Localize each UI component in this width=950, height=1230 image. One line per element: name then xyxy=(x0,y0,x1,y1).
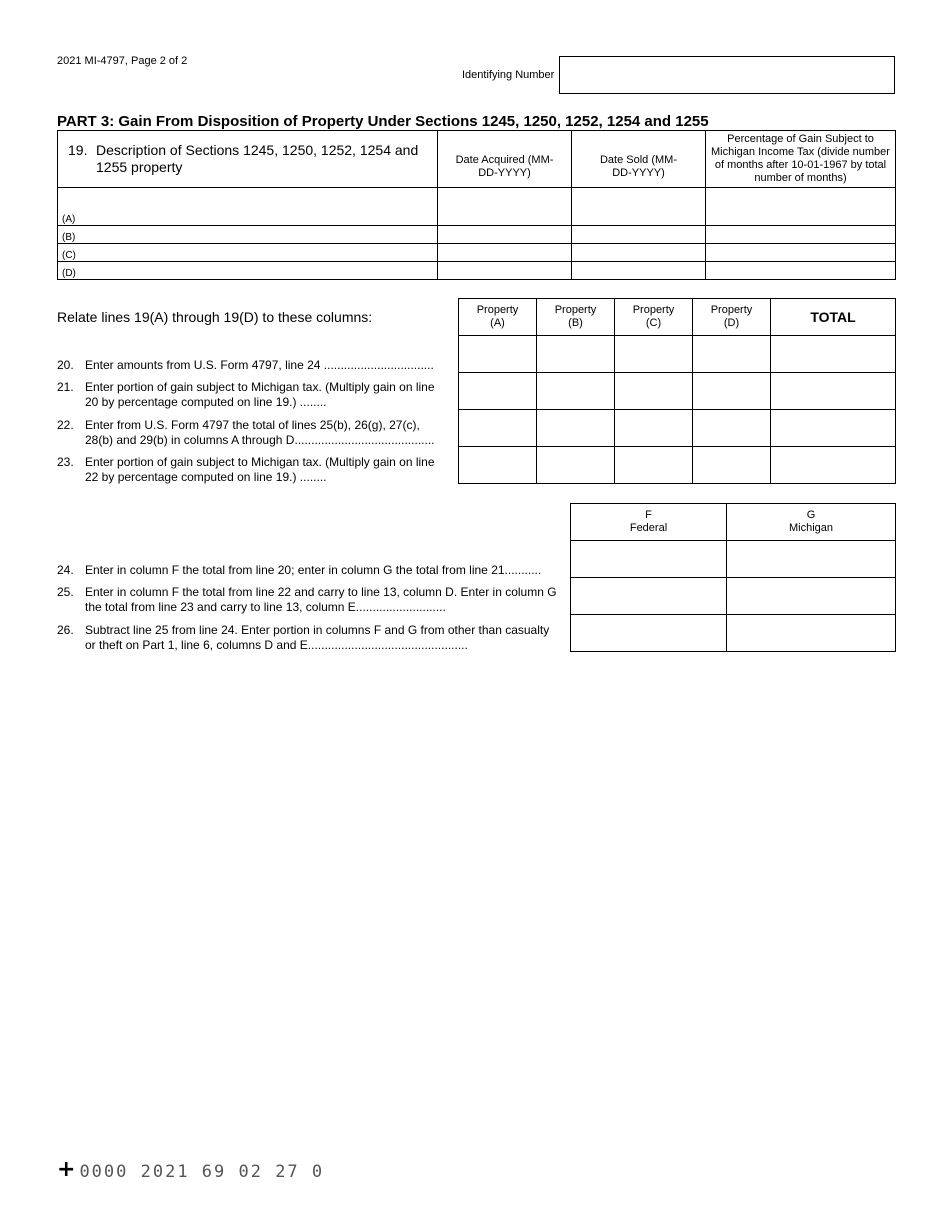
line22-total-field[interactable] xyxy=(771,410,896,447)
date-acquired-b[interactable] xyxy=(438,226,572,244)
date-sold-b[interactable] xyxy=(572,226,706,244)
line19-table xyxy=(57,130,896,280)
line23-total-field[interactable] xyxy=(771,447,896,484)
line23-d-field[interactable] xyxy=(693,447,771,484)
part3-title: PART 3: Gain From Disposition of Property Under Sections 1245, 1250, 1252, 1254 and 1255 xyxy=(57,113,709,130)
column-f-letter: F xyxy=(645,509,652,521)
line25-federal-field[interactable] xyxy=(571,578,727,615)
line24-federal-field[interactable] xyxy=(571,541,727,578)
table-row xyxy=(58,188,896,226)
line21-d-field[interactable] xyxy=(693,373,771,410)
table-row xyxy=(58,226,896,244)
line23-row xyxy=(459,447,896,484)
line26-label: 26. Subtract line 25 from line 24. Enter portion in columns F and G from other than casualty or theft on Part 1, line 6, columns D and E................................................ xyxy=(57,623,550,652)
row-label-c[interactable]: (C) xyxy=(58,244,438,262)
line25-row xyxy=(571,578,896,615)
line25-label: 25. Enter in column F the total from line 22 and carry to line 13, column D. Enter in column G the total from line 23 and carry to line 13, column E........................... xyxy=(57,585,557,614)
line19-description-text: Description of Sections 1245, 1250, 1252, 1254 and 1255 property xyxy=(96,142,419,175)
date-sold-d[interactable] xyxy=(572,262,706,280)
date-sold-a[interactable] xyxy=(572,188,706,226)
line20-label: 20. Enter amounts from U.S. Form 4797, line 24 ................................. xyxy=(57,358,434,372)
line21-b-field[interactable] xyxy=(537,373,615,410)
line23-c-field[interactable] xyxy=(615,447,693,484)
line23-label: 23. Enter portion of gain subject to Michigan tax. (Multiply gain on line 22 by percentage computed on line 19.) ........ xyxy=(57,455,435,484)
line21-row xyxy=(459,373,896,410)
line22-row xyxy=(459,410,896,447)
form-barcode-number xyxy=(57,1157,324,1182)
percentage-c[interactable] xyxy=(706,244,896,262)
line22-d-field[interactable] xyxy=(693,410,771,447)
percentage-header: Percentage of Gain Subject to Michigan Income Tax (divide number of months after 10-01-1967 by total number of months) xyxy=(706,131,896,188)
date-acquired-d[interactable] xyxy=(438,262,572,280)
line21-total-field[interactable] xyxy=(771,373,896,410)
line22-a-field[interactable] xyxy=(459,410,537,447)
row-label-a[interactable]: (A) xyxy=(58,188,438,226)
line24-label: 24. Enter in column F the total from line 20; enter in column G the total from line 21........... xyxy=(57,563,542,577)
line24-row xyxy=(571,541,896,578)
line26-federal-field[interactable] xyxy=(571,615,727,652)
column-g-letter: G xyxy=(806,509,816,521)
property-table xyxy=(458,298,896,484)
percentage-d[interactable] xyxy=(706,262,896,280)
line26-row xyxy=(571,615,896,652)
line23-b-field[interactable] xyxy=(537,447,615,484)
table-row xyxy=(58,262,896,280)
property-a-header: Property (A) xyxy=(459,299,537,336)
line22-label: 22. Enter from U.S. Form 4797 the total of lines 25(b), 26(g), 27(c), 28(b) and 29(b) in columns A through D.......................................... xyxy=(57,418,435,447)
line20-d-field[interactable] xyxy=(693,336,771,373)
line20-a-field[interactable] xyxy=(459,336,537,373)
column-g-label: Michigan xyxy=(788,522,834,534)
date-acquired-a[interactable] xyxy=(438,188,572,226)
line21-c-field[interactable] xyxy=(615,373,693,410)
line20-row xyxy=(459,336,896,373)
barcode-digits: 0000 2021 69 02 27 0 xyxy=(79,1162,325,1182)
line19-number: 19. xyxy=(68,142,88,158)
date-sold-c[interactable] xyxy=(572,244,706,262)
line21-a-field[interactable] xyxy=(459,373,537,410)
property-b-header: Property (B) xyxy=(537,299,615,336)
line20-c-field[interactable] xyxy=(615,336,693,373)
column-f-header xyxy=(571,504,727,541)
line25-michigan-field[interactable] xyxy=(727,578,896,615)
percentage-b[interactable] xyxy=(706,226,896,244)
row-label-b[interactable]: (B) xyxy=(58,226,438,244)
property-c-header: Property (C) xyxy=(615,299,693,336)
column-g-header xyxy=(727,504,896,541)
line24-michigan-field[interactable] xyxy=(727,541,896,578)
page-label: 2021 MI-4797, Page 2 of 2 xyxy=(57,55,188,67)
total-header: TOTAL xyxy=(771,299,896,336)
date-sold-header: Date Sold (MM-DD-YYYY) xyxy=(572,131,706,188)
line21-label: 21. Enter portion of gain subject to Michigan tax. (Multiply gain on line 20 by percentage computed on line 19.) ........ xyxy=(57,380,435,409)
table-row xyxy=(58,244,896,262)
line22-b-field[interactable] xyxy=(537,410,615,447)
column-f-label: Federal xyxy=(629,522,668,534)
line19-description-header xyxy=(58,131,438,188)
row-label-d[interactable]: (D) xyxy=(58,262,438,280)
federal-michigan-table xyxy=(570,503,896,652)
line20-total-field[interactable] xyxy=(771,336,896,373)
identifying-number-field[interactable] xyxy=(559,56,895,94)
line26-michigan-field[interactable] xyxy=(727,615,896,652)
plus-icon: + xyxy=(57,1157,76,1182)
line20-b-field[interactable] xyxy=(537,336,615,373)
line23-a-field[interactable] xyxy=(459,447,537,484)
property-d-header: Property (D) xyxy=(693,299,771,336)
date-acquired-header: Date Acquired (MM-DD-YYYY) xyxy=(438,131,572,188)
relate-instruction: Relate lines 19(A) through 19(D) to these columns: xyxy=(57,309,373,325)
line22-c-field[interactable] xyxy=(615,410,693,447)
percentage-a[interactable] xyxy=(706,188,896,226)
identifying-number-label: Identifying Number xyxy=(462,69,555,81)
date-acquired-c[interactable] xyxy=(438,244,572,262)
